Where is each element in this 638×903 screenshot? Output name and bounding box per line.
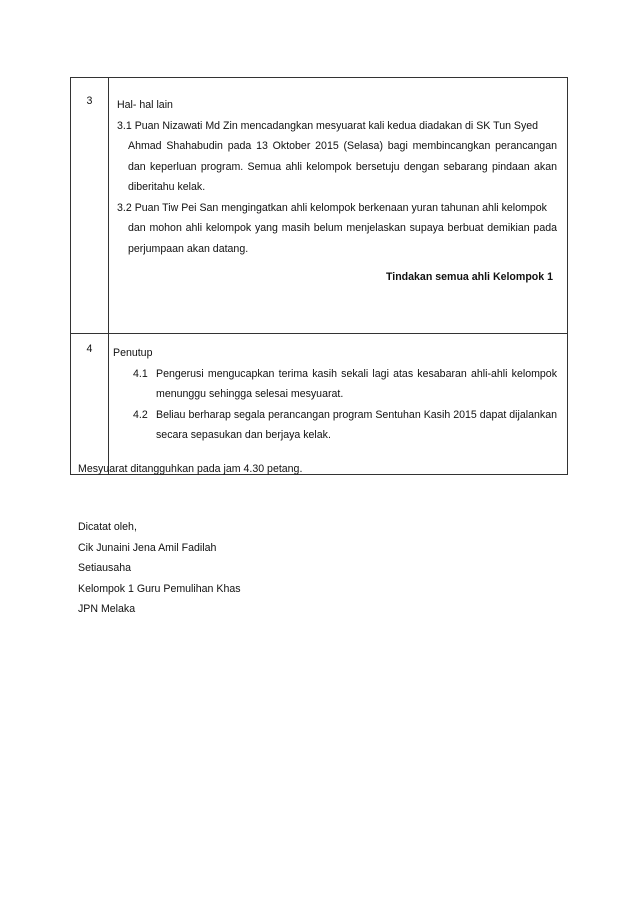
adjournment-note: Mesyuarat ditangguhkan pada jam 4.30 petang. bbox=[78, 463, 303, 475]
item-body: Ahmad Shahabudin pada 13 Oktober 2015 (Selasa) bagi membincangkan perancangan dan keperluan program. Semua ahli kelompok bersetuju dengan sebarang pindaan akan diberitahu kelak. bbox=[128, 140, 557, 193]
action-note: Tindakan semua ahli Kelompok 1 bbox=[385, 271, 553, 283]
minutes-table bbox=[70, 77, 568, 475]
list-item bbox=[117, 198, 557, 260]
item-text: Beliau berharap segala perancangan program Sentuhan Kasih 2015 dapat dijalankan secara sepasukan dan berjaya kelak. bbox=[156, 408, 557, 441]
list-item bbox=[113, 405, 557, 446]
item-text: Pengerusi mengucapkan terima kasih sekali lagi atas kesabaran ahli-ahli kelompok menunggu sehingga selesai mesyuarat. bbox=[156, 367, 557, 400]
item-body: dan mohon ahli kelompok yang masih belum menjelaskan supaya berbuat demikian pada perjumpaan akan datang. bbox=[128, 222, 557, 255]
section-heading: Penutup bbox=[113, 347, 153, 359]
item-content-cell bbox=[109, 334, 568, 475]
signature-block bbox=[78, 517, 241, 620]
item-first-line: Puan Nizawati Md Zin mencadangkan mesyuarat kali kedua diadakan di SK Tun Syed bbox=[134, 119, 539, 132]
item-label: 3.1 bbox=[117, 119, 132, 132]
item-label: 4.1 bbox=[133, 367, 148, 380]
group-name: Kelompok 1 Guru Pemulihan Khas bbox=[78, 582, 241, 595]
recorded-by-label: Dicatat oleh, bbox=[78, 521, 137, 533]
item-number-cell bbox=[71, 334, 109, 475]
item-number: 3 bbox=[86, 95, 93, 107]
item-number-cell bbox=[71, 78, 109, 334]
section-heading: Hal- hal lain bbox=[117, 99, 173, 111]
list-item bbox=[117, 116, 557, 198]
office-name: JPN Melaka bbox=[78, 603, 136, 615]
list-item bbox=[113, 364, 557, 405]
item-first-line: Puan Tiw Pei San mengingatkan ahli kelompok berkenaan yuran tahunan ahli kelompok bbox=[134, 201, 547, 214]
table-row bbox=[71, 78, 568, 334]
item-label: 4.2 bbox=[133, 408, 148, 421]
item-label: 3.2 bbox=[117, 201, 132, 214]
secretary-name: Cik Junaini Jena Amil Fadilah bbox=[78, 541, 217, 554]
item-number: 4 bbox=[86, 343, 93, 355]
item-content-cell bbox=[109, 78, 568, 334]
table-row bbox=[71, 334, 568, 475]
secretary-role: Setiausaha bbox=[78, 562, 132, 574]
